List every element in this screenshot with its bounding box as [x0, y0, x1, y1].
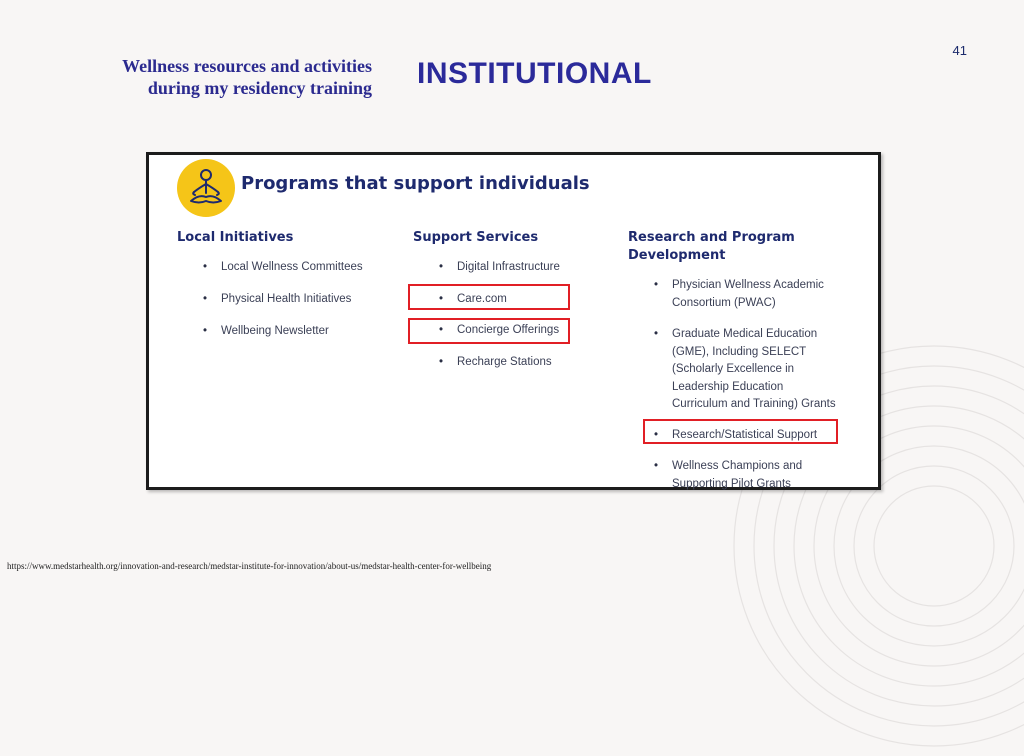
bullet-icon: •	[439, 324, 444, 336]
bullet-icon: •	[654, 460, 659, 472]
bullet-icon: •	[203, 261, 208, 273]
slide-subtitle-line: Wellness resources and activities	[122, 56, 372, 76]
item-text: Curriculum and Training) Grants	[672, 398, 836, 410]
slide-subtitle-line: during my residency training	[147, 78, 372, 98]
bullet-icon: •	[439, 261, 444, 273]
column-research-program-development	[628, 229, 873, 490]
bullet-icon: •	[654, 279, 659, 291]
list-item	[654, 277, 824, 312]
item-text: (GME), Including SELECT	[672, 345, 807, 358]
item-text: Physician Wellness Academic	[672, 279, 824, 291]
item-text: Recharge Stations	[457, 356, 552, 368]
page-number: 41	[952, 43, 967, 58]
item-text: Physical Health Initiatives	[221, 293, 352, 305]
list-item	[203, 259, 363, 277]
column-heading	[628, 229, 873, 265]
bullet-icon: •	[203, 325, 208, 337]
slide-subtitle	[96, 55, 372, 99]
panel-heading: Programs that support individuals	[241, 173, 590, 194]
slide-title: INSTITUTIONAL	[417, 57, 652, 90]
column-local-initiatives	[177, 229, 392, 337]
item-text: Care.com	[457, 293, 507, 305]
bullet-icon: •	[439, 356, 444, 368]
item-text: Leadership Education	[672, 380, 784, 393]
item-text: (Scholarly Excellence in	[672, 363, 795, 375]
column-heading: Support Services	[413, 230, 539, 245]
bullet-icon: •	[654, 328, 659, 340]
column-heading: Local Initiatives	[177, 230, 294, 245]
highlight-research-statistical-support	[643, 419, 838, 444]
item-text: Local Wellness Committees	[221, 261, 363, 273]
source-url: https://www.medstarhealth.org/innovation-and-research/medstar-institute-for-innovation/about-us/medstar-health-center-for-wellbeing	[7, 561, 492, 571]
meditation-icon	[177, 159, 235, 217]
highlight-concierge-offerings	[408, 318, 570, 344]
bullet-icon: •	[203, 293, 208, 305]
item-text: Consortium (PWAC)	[672, 296, 776, 309]
list-item	[203, 323, 329, 341]
highlight-care-com	[408, 284, 570, 310]
list-item	[203, 291, 352, 309]
item-text: Concierge Offerings	[457, 324, 560, 336]
bullet-icon: •	[439, 293, 444, 305]
column-heading-line: Development	[628, 248, 726, 263]
list-item	[439, 259, 560, 277]
item-text: Digital Infrastructure	[457, 261, 560, 273]
item-text: Graduate Medical Education	[672, 328, 818, 340]
list-item	[654, 326, 836, 414]
list-item	[654, 458, 803, 493]
column-heading-line: Research and Program	[628, 230, 795, 245]
item-text: Research/Statistical Support	[672, 429, 818, 441]
column-support-services	[413, 229, 613, 368]
list-item	[439, 354, 552, 372]
item-text: Wellbeing Newsletter	[221, 325, 329, 337]
bullet-icon: •	[654, 429, 659, 441]
item-text: Wellness Champions and	[672, 460, 803, 472]
item-text: Supporting Pilot Grants	[672, 477, 791, 490]
